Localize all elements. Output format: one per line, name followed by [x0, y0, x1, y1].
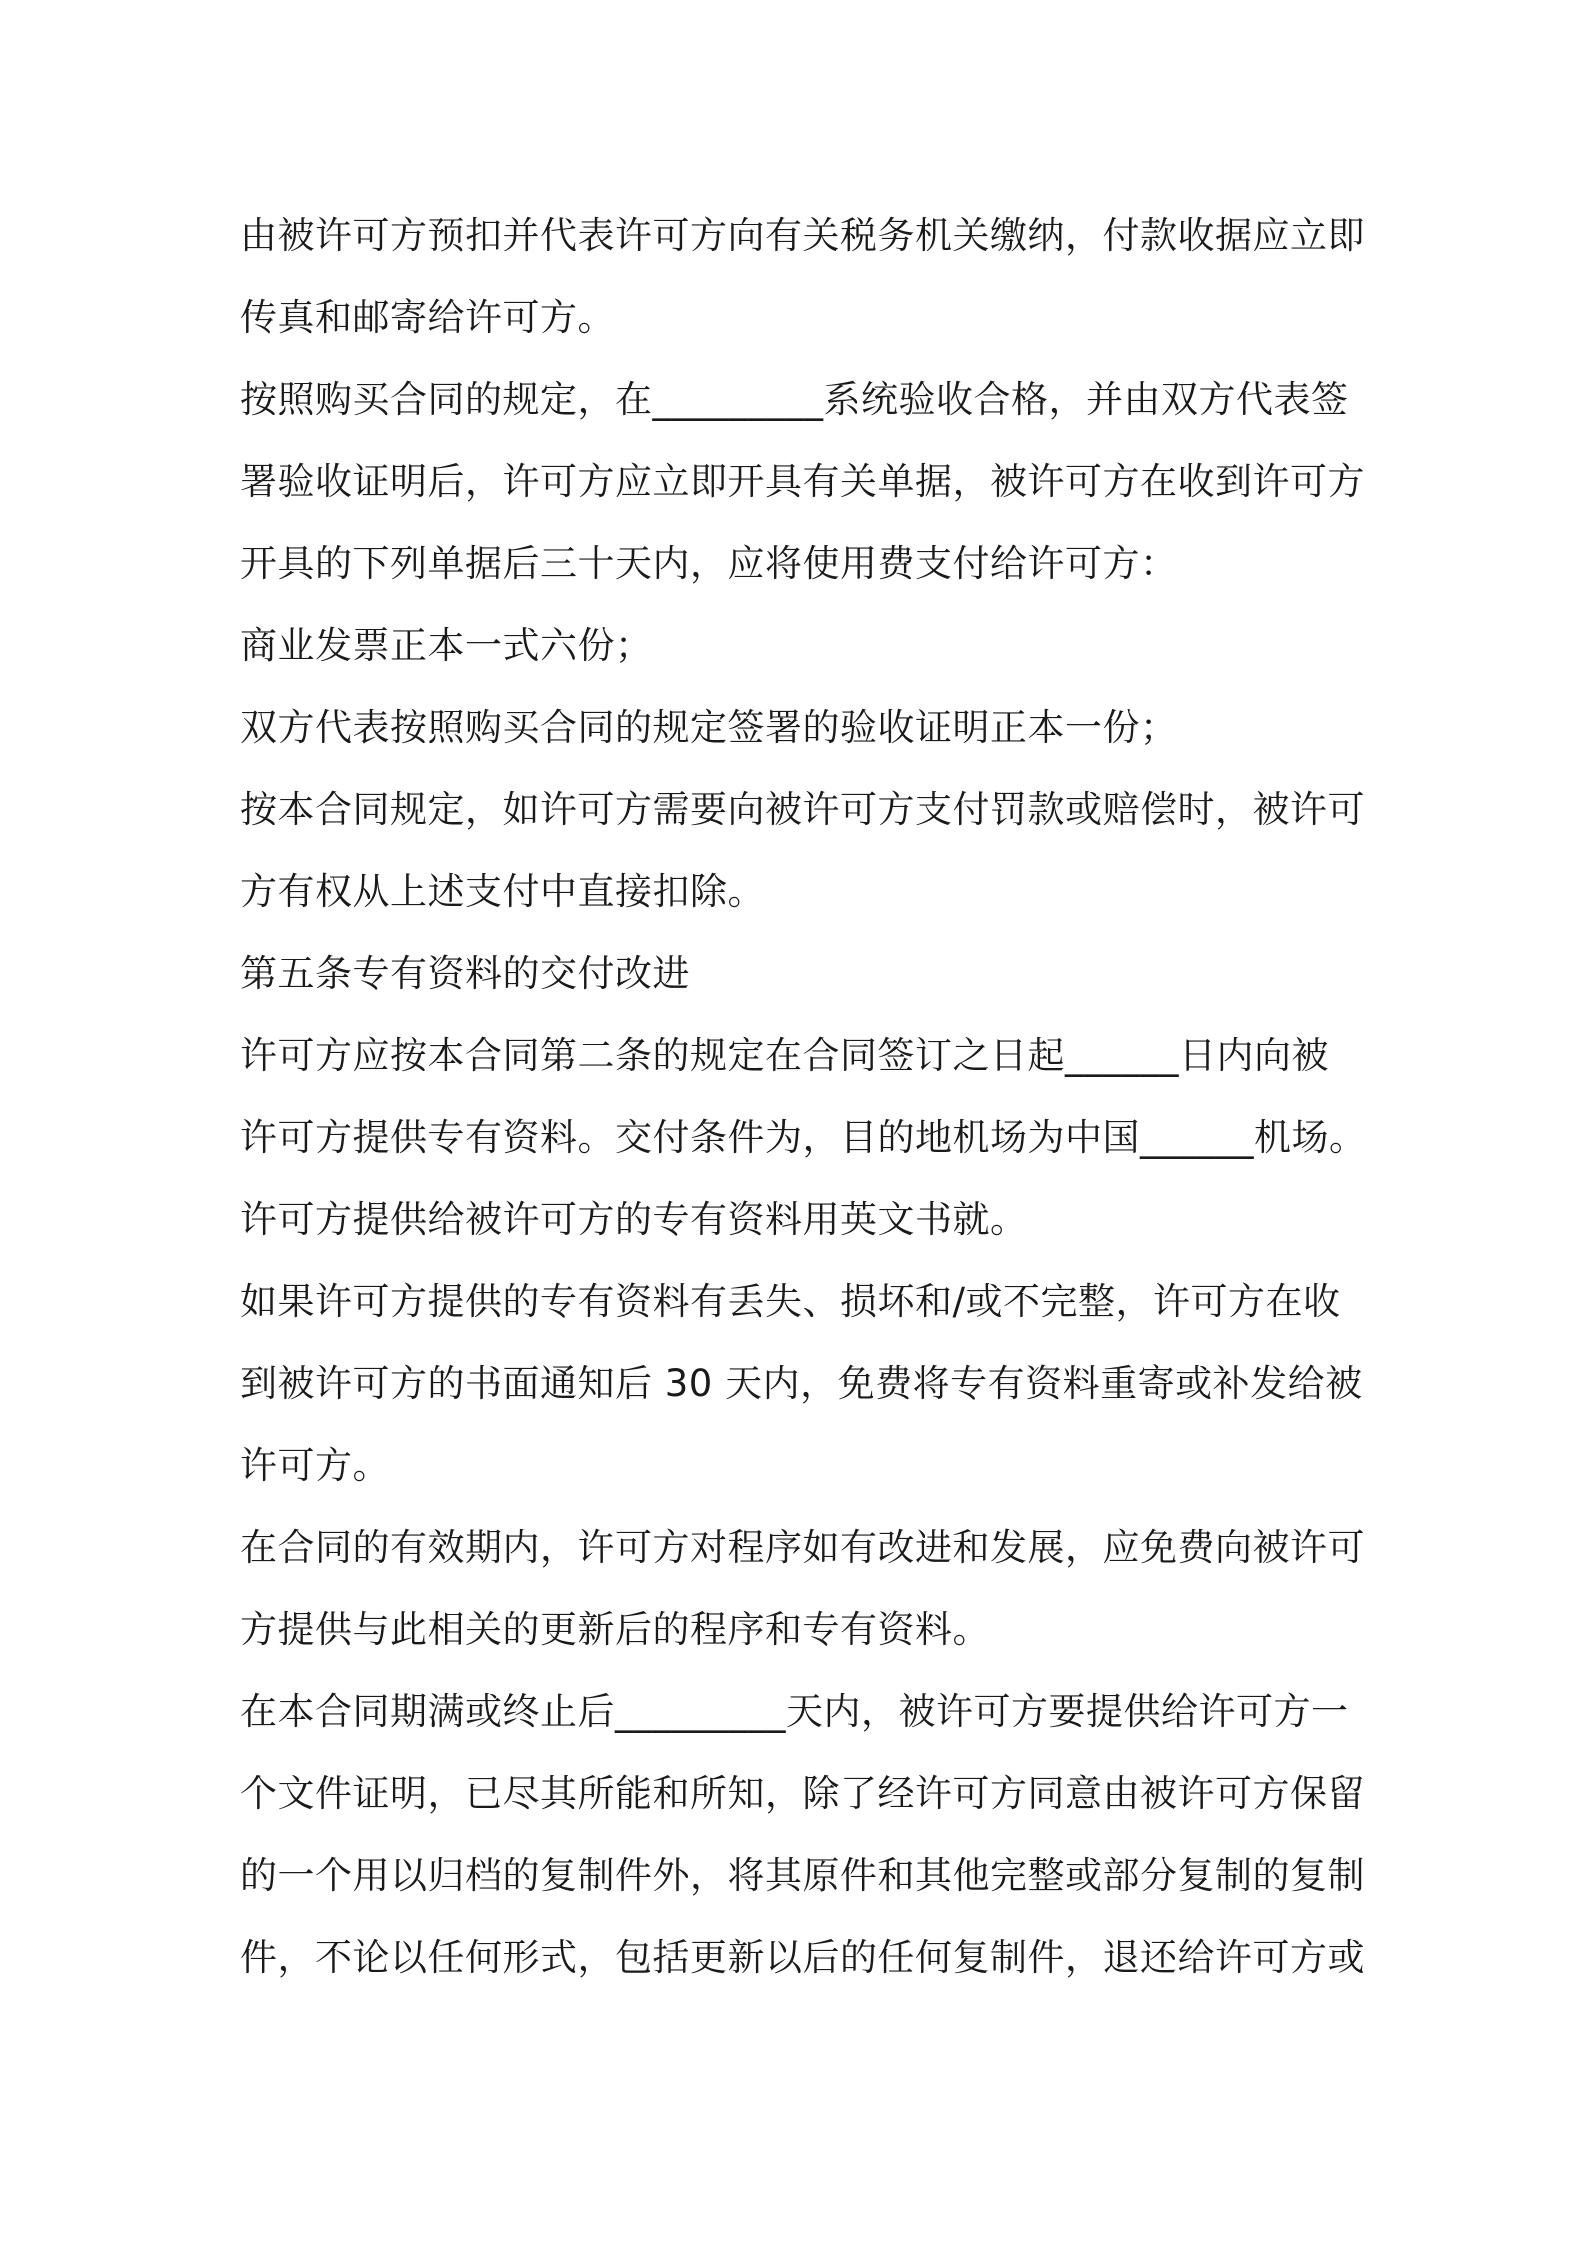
document-body	[240, 195, 1370, 1999]
text-line: 商业发票正本一式六份；	[240, 624, 653, 667]
text-line: 方提供与此相关的更新后的程序和专有资料。	[240, 1608, 990, 1651]
text-line: 方有权从上述支付中直接扣除。	[240, 870, 765, 913]
text-line: 按照购买合同的规定，在_________系统验收合格，并由双方代表签	[240, 378, 1349, 421]
section-heading: 第五条专有资料的交付改进	[240, 952, 690, 995]
text-line: 的一个用以归档的复制件外，将其原件和其他完整或部分复制的复制	[240, 1854, 1365, 1897]
text-line: 到被许可方的书面通知后 30 天内，免费将专有资料重寄或补发给被	[240, 1362, 1363, 1405]
text-line: 个文件证明，已尽其所能和所知，除了经许可方同意由被许可方保留	[240, 1772, 1365, 1815]
text-line: 许可方。	[240, 1444, 390, 1487]
text-line: 双方代表按照购买合同的规定签署的验收证明正本一份；	[240, 706, 1178, 749]
text-line: 许可方提供专有资料。交付条件为，目的地机场为中国______机场。	[240, 1116, 1367, 1159]
text-line: 按本合同规定，如许可方需要向被许可方支付罚款或赔偿时，被许可	[240, 788, 1365, 831]
text-line: 在本合同期满或终止后_________天内，被许可方要提供给许可方一	[240, 1690, 1349, 1733]
text-line: 件，不论以任何形式，包括更新以后的任何复制件，退还给许可方或	[240, 1936, 1365, 1979]
text-line: 如果许可方提供的专有资料有丢失、损坏和/或不完整，许可方在收	[240, 1280, 1341, 1323]
text-line: 传真和邮寄给许可方。	[240, 296, 615, 339]
text-line: 许可方应按本合同第二条的规定在合同签订之日起______日内向被	[240, 1034, 1329, 1077]
text-line: 在合同的有效期内，许可方对程序如有改进和发展，应免费向被许可	[240, 1526, 1365, 1569]
text-line: 开具的下列单据后三十天内，应将使用费支付给许可方：	[240, 542, 1178, 585]
text-line: 署验收证明后，许可方应立即开具有关单据，被许可方在收到许可方	[240, 460, 1365, 503]
text-line: 由被许可方预扣并代表许可方向有关税务机关缴纳，付款收据应立即	[240, 214, 1365, 257]
text-line: 许可方提供给被许可方的专有资料用英文书就。	[240, 1198, 1028, 1241]
